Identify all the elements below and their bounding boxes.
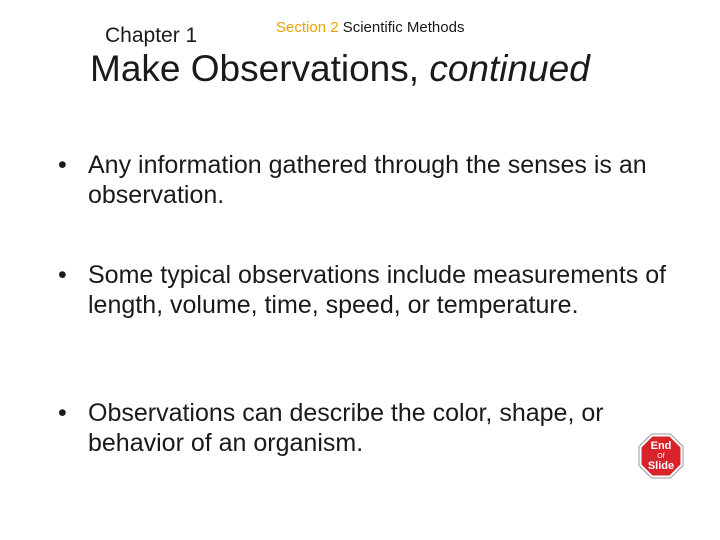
bullet-symbol: • (58, 261, 67, 289)
end-label: End (650, 439, 672, 452)
bullet-item (58, 260, 688, 320)
end-of-slide-button[interactable] (638, 433, 684, 479)
stop-sign-icon (638, 433, 684, 479)
bullet-text: Observations can describe the color, shape, or behavior of an organism. (88, 399, 604, 457)
section-name: Scientific Methods (342, 19, 465, 36)
slide-title-main: Make Observations, (90, 48, 420, 89)
slide-title-emphasis: continued (429, 48, 590, 89)
slide-label: Slide (647, 459, 675, 472)
section-number: Section 2 (276, 19, 339, 36)
bullet-symbol: • (58, 151, 67, 179)
of-label: Of (657, 452, 665, 460)
bullet-text: Any information gathered through the senses is an observation. (88, 151, 647, 209)
bullet-text: Some typical observations include measurements of length, volume, time, speed, or temperature. (88, 261, 667, 319)
bullet-item (58, 150, 688, 210)
chapter-label: Chapter 1 (105, 24, 198, 47)
slide-title (90, 44, 590, 94)
section-header (276, 18, 464, 38)
bullet-item (58, 398, 688, 458)
bullet-symbol: • (58, 399, 67, 427)
